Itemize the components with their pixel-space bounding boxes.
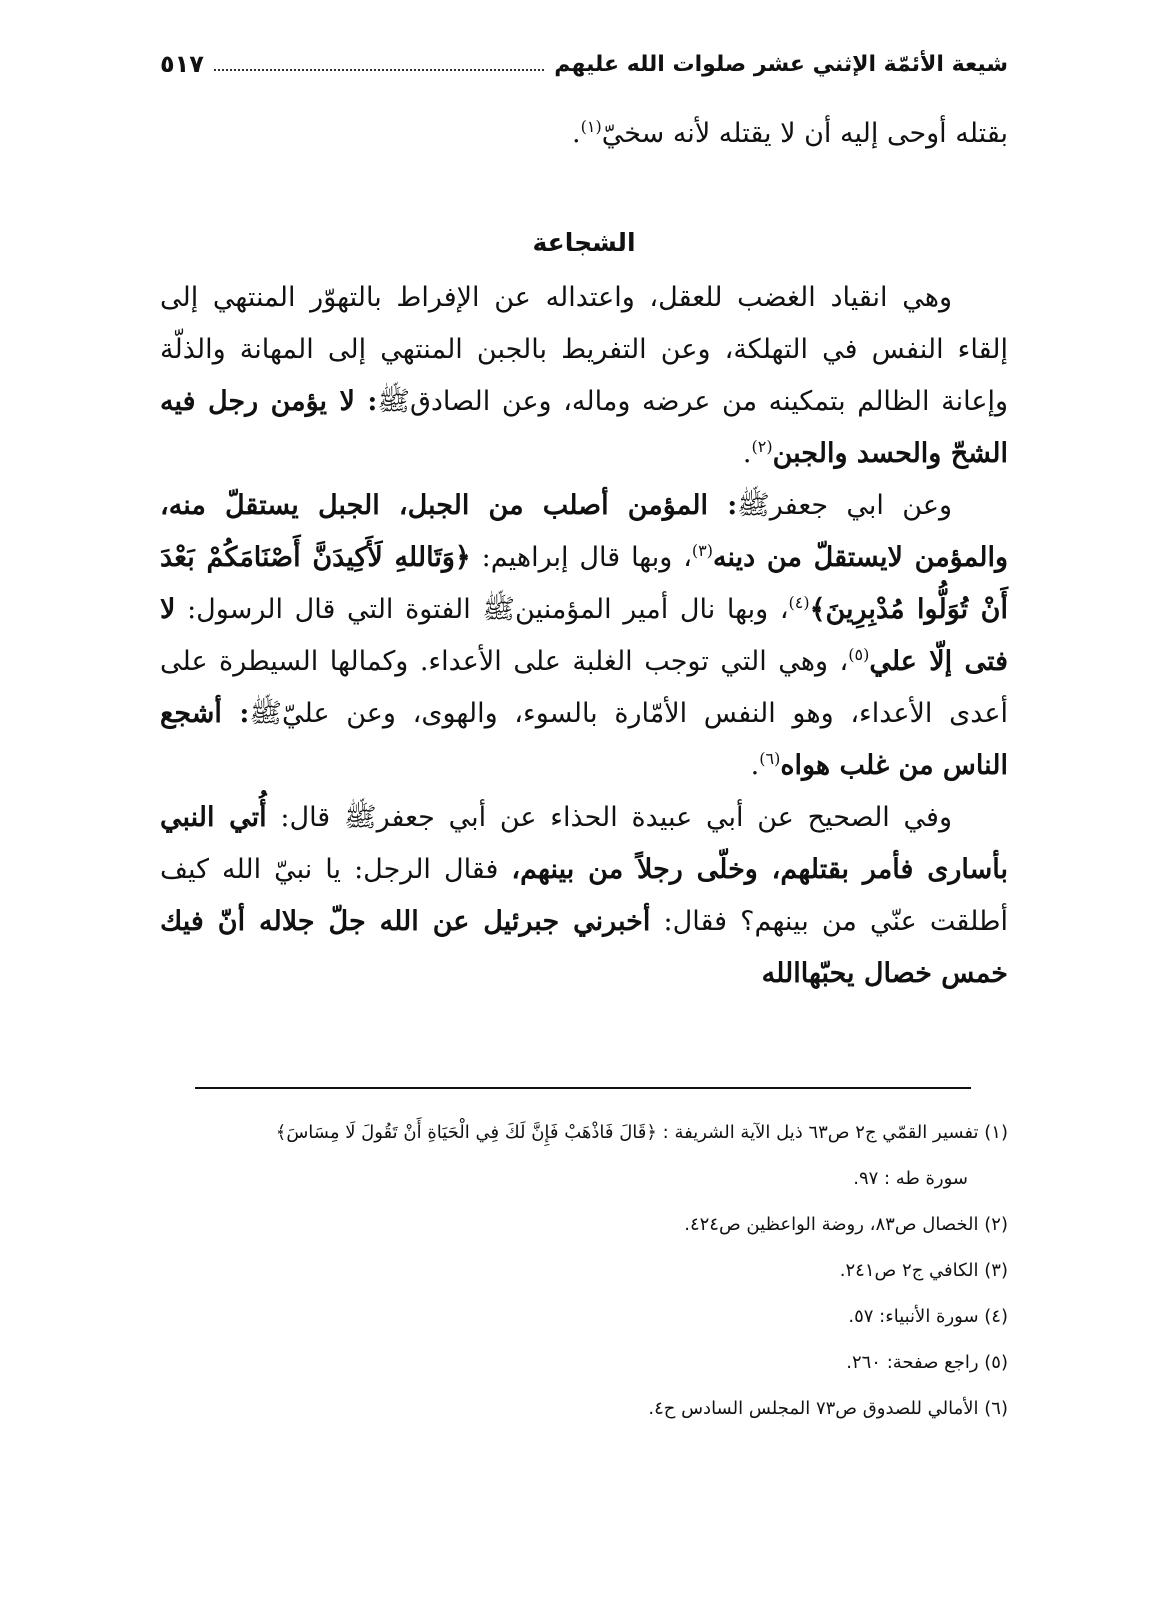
continuation-paragraph bbox=[160, 108, 1008, 160]
footnote-ref-4[interactable]: (٤) bbox=[788, 593, 810, 612]
footnote-5: (٥) راجع صفحة: ٢٦٠. bbox=[846, 1352, 1008, 1373]
running-header bbox=[160, 44, 1008, 84]
hadith-quote: : لا يؤمن رجل فيه الشحّ والحسد والجبن bbox=[160, 386, 1008, 469]
hadith-quote: : أشجع الناس من غلب هواه bbox=[160, 698, 1008, 781]
hadith-quote: : المؤمن أصلب من الجبل، الجبل يستقلّ منه، والمؤمن لايستقلّ من دينه bbox=[160, 490, 1008, 573]
paragraph-definition bbox=[160, 272, 1008, 480]
page-number: ٥١٧ bbox=[160, 50, 204, 78]
punctuation: . bbox=[750, 750, 760, 781]
salutation-glyph: ﷺ bbox=[482, 594, 515, 625]
running-title: شيعة الأئمّة الإثني عشر صلوات الله عليهم bbox=[554, 51, 1008, 77]
paragraph-text: وفي الصحيح عن أبي عبيدة الحذاء عن أبي جعفر bbox=[376, 802, 952, 833]
paragraph-captives bbox=[160, 792, 1008, 1000]
footnote-separator bbox=[195, 1087, 971, 1089]
footnote-6: (٦) الأمالي للصدوق ص٧٣ المجلس السادس ح٤. bbox=[648, 1398, 1008, 1419]
footnotes bbox=[160, 1110, 1008, 1432]
salutation-glyph: ﷺ bbox=[249, 698, 283, 729]
paragraph-text: قال: bbox=[266, 802, 344, 833]
punctuation: . bbox=[572, 118, 581, 149]
footnote-2: (٢) الخصال ص٨٣، روضة الواعظين ص٤٢٤. bbox=[684, 1214, 1008, 1235]
leader-dots bbox=[214, 69, 544, 71]
salutation-glyph: ﷺ bbox=[737, 490, 770, 521]
footnote-ref-2[interactable]: (٢) bbox=[751, 437, 773, 456]
continuation-text: بقتله أوحى إليه أن لا يقتله لأنه سخيّ bbox=[601, 118, 1008, 149]
paragraph-text: ، وهي التي توجب الغلبة على الأعداء. وكمالها السيطرة على أعدى الأعداء، وهو النفس الأمّارة بالسوء، والهوى، وعن عليّ bbox=[160, 646, 1008, 729]
paragraph-text: الفتوة التي قال الرسول: bbox=[175, 594, 483, 625]
footnote-ref-6[interactable]: (٦) bbox=[759, 749, 781, 768]
quran-verse: ﴿وَتَاللهِ لَأَكِيدَنَّ أَصْنَامَكُمْ بَعْدَ أَنْ تُوَلُّوا مُدْبِرِينَ﴾ bbox=[160, 542, 1008, 625]
paragraph-believer bbox=[160, 480, 1008, 792]
footnote-ref-5[interactable]: (٥) bbox=[848, 645, 870, 664]
hadith-quote: أخبرني جبرئيل عن الله جلّ جلاله أنّ فيك خمس خصال يحبّهاالله bbox=[160, 906, 1008, 989]
salutation-glyph: ﷺ bbox=[343, 802, 377, 833]
paragraph-text: فقال الرجل: يا نبيّ الله كيف أطلقت عنّي من بينهم؟ فقال: bbox=[160, 854, 1008, 937]
section-title: الشجاعة bbox=[532, 228, 636, 257]
punctuation: . bbox=[742, 438, 752, 469]
paragraph-text: ، وبها نال أمير المؤمنين bbox=[515, 594, 789, 625]
footnote-4: (٤) سورة الأنبياء: ٥٧. bbox=[848, 1306, 1008, 1327]
footnote-3: (٣) الكافي ج٢ ص٢٤١. bbox=[839, 1260, 1008, 1281]
footnote-ref-1[interactable]: (١) bbox=[580, 117, 602, 136]
paragraph-text: وعن ابي جعفر bbox=[769, 490, 952, 521]
footnote-ref-3[interactable]: (٣) bbox=[691, 541, 714, 560]
paragraph-text: وهي انقياد الغضب للعقل، واعتداله عن الإفراط بالتهوّر المنتهي إلى إلقاء النفس في التهلكة، وعن التفريط بالجبن المنتهي إلى المهانة والذلّة وإعانة الظالم بتمكينه من عرضه وماله، وعن الصادق bbox=[160, 282, 1009, 417]
salutation-glyph: ﷺ bbox=[377, 386, 410, 417]
hadith-quote: أُتي النبي بأسارى فأمر بقتلهم، وخلّى رجلاً من بينهم، bbox=[160, 802, 1008, 885]
main-text bbox=[160, 108, 1008, 1000]
footnote-1-continued: سورة طه : ٩٧. bbox=[853, 1168, 968, 1189]
hadith-quote: لا فتى إلّا علي bbox=[160, 594, 1008, 677]
paragraph-text: ، وبها قال إبراهيم: bbox=[470, 542, 692, 573]
footnote-1: (١) تفسير القمّي ج٢ ص٦٣ ذيل الآية الشريفة : ﴿قَالَ فَاذْهَبْ فَإِنَّ لَكَ فِي الْحَيَاةِ أَنْ تَقُولَ لَا مِسَاسَ﴾ bbox=[275, 1122, 1008, 1143]
